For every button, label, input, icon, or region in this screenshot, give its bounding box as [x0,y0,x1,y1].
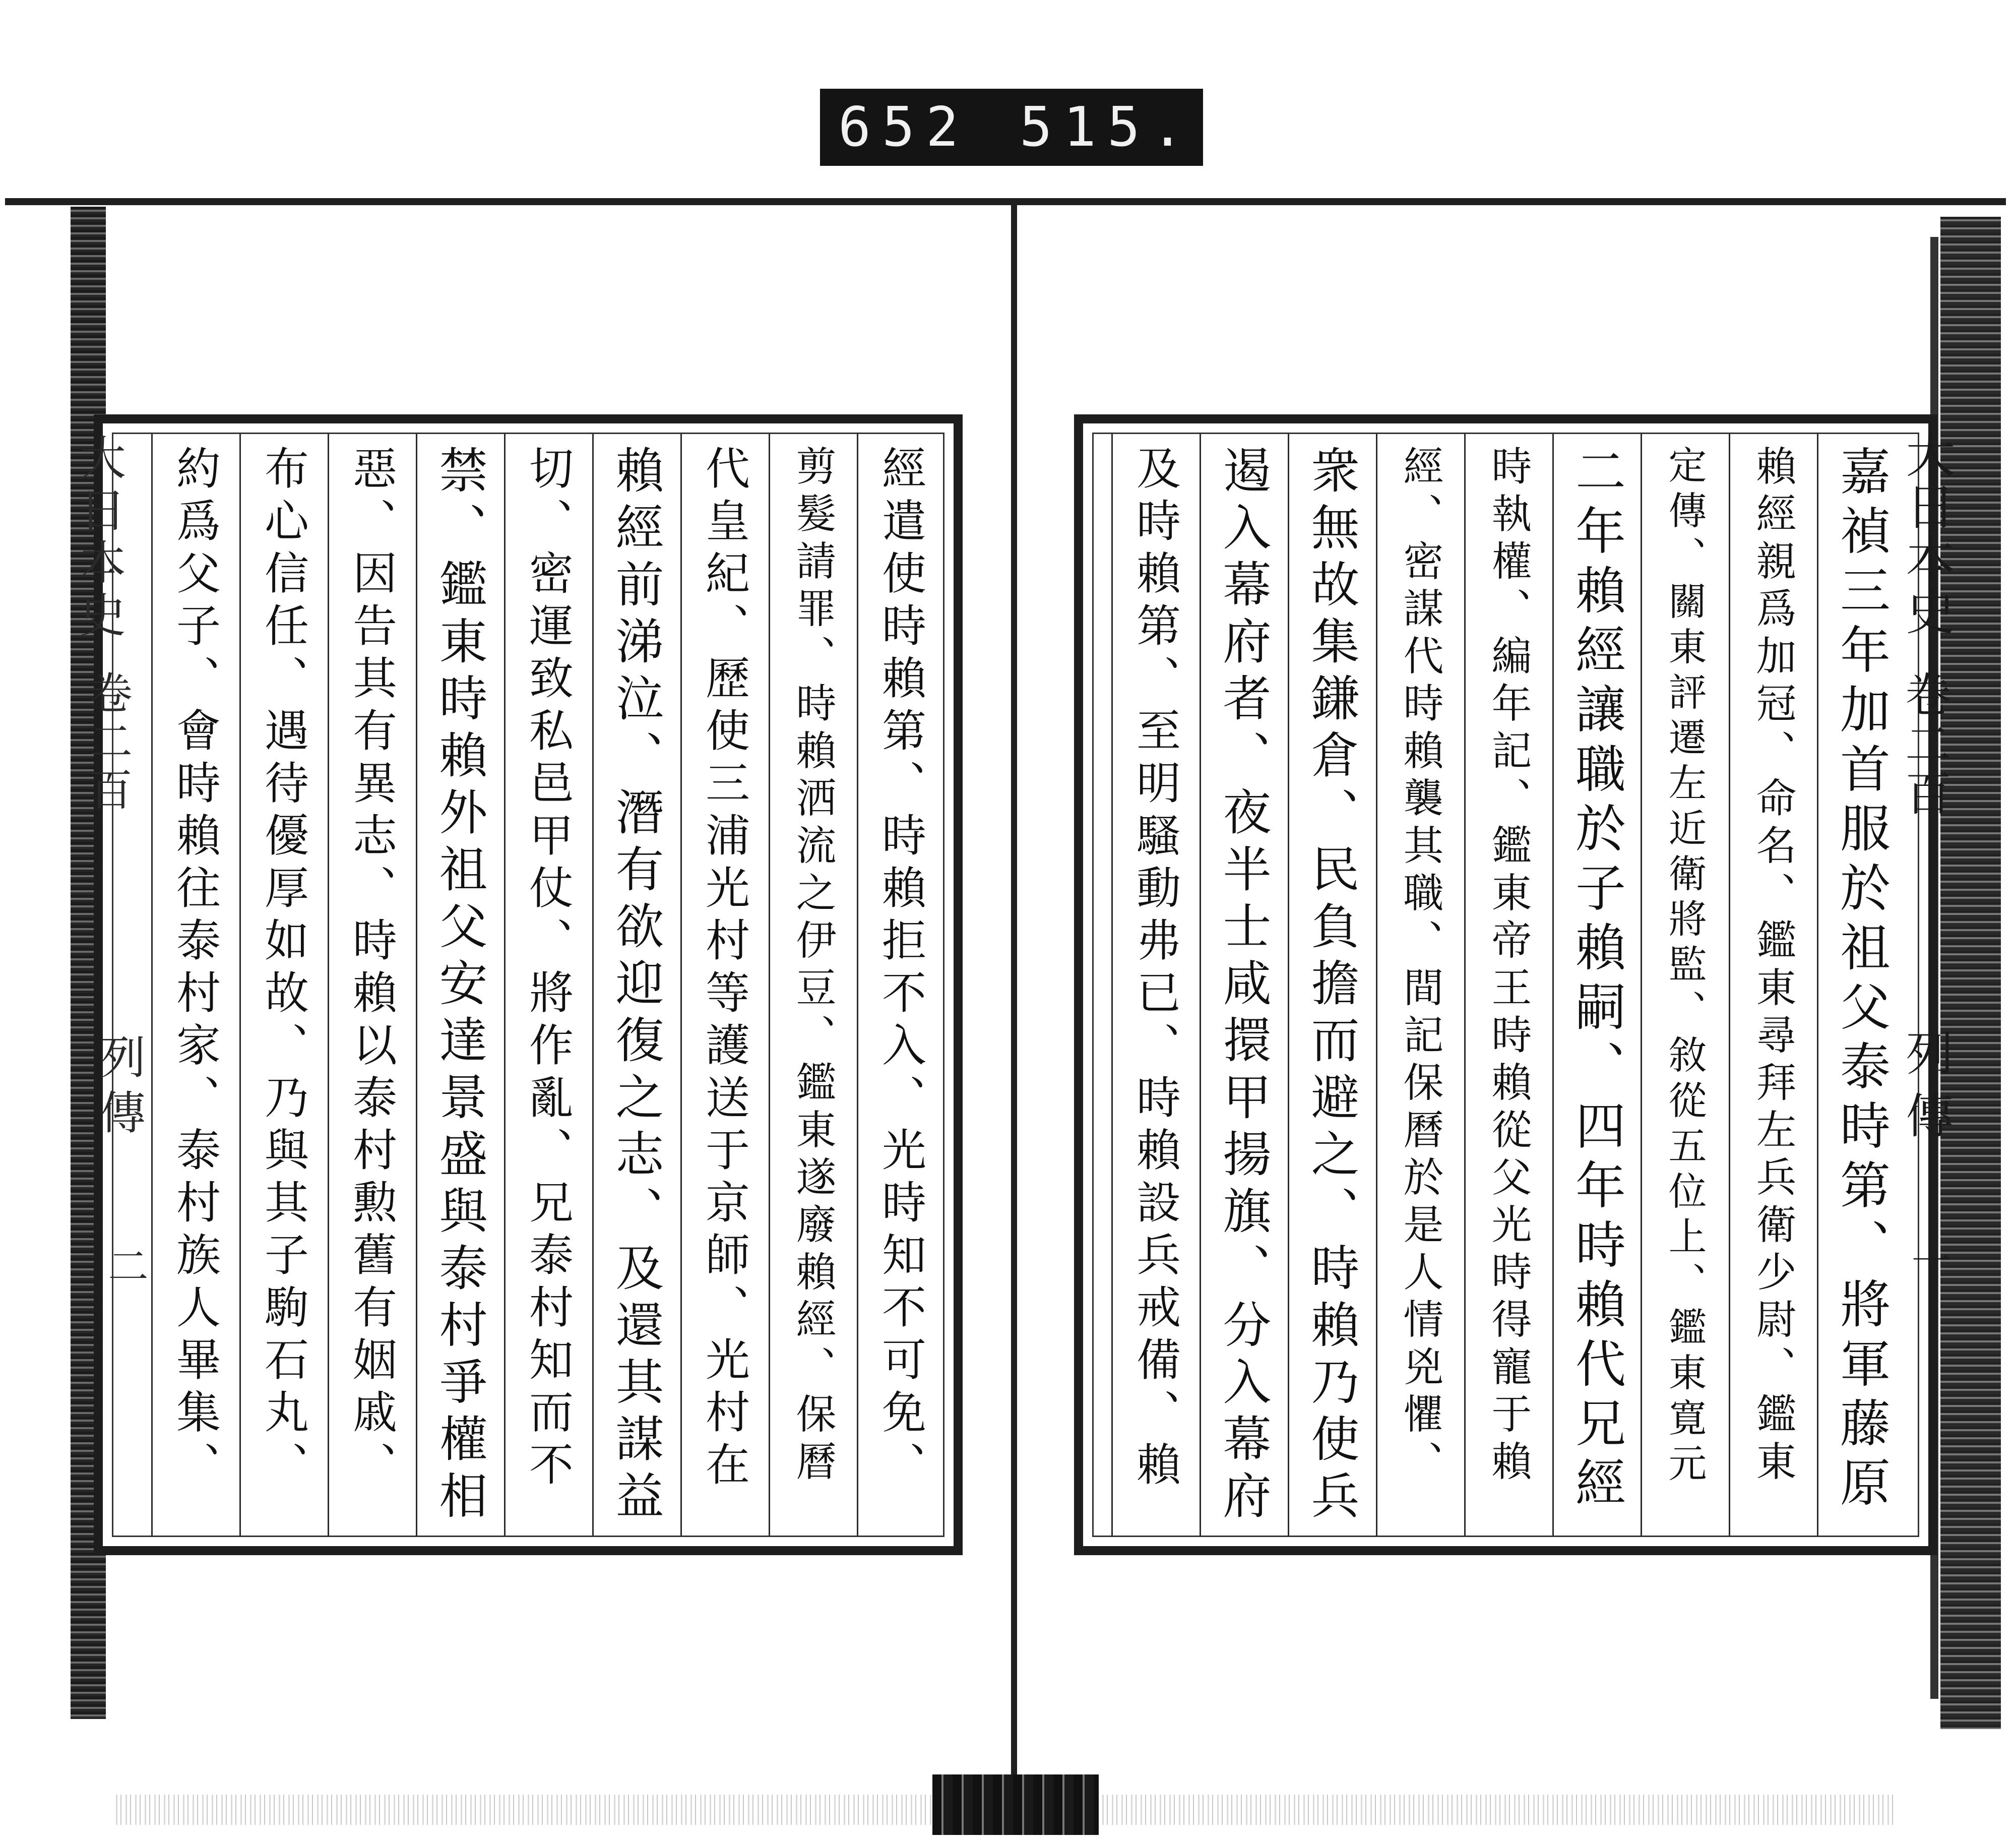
text-column [151,434,239,1536]
column-text: 衆無故集鎌倉、民負擔而避之、時賴乃使兵 [1303,445,1360,1527]
left-page-text-area [112,433,944,1537]
column-text: 布心信任、遇待優厚如故、乃與其子駒石丸、 [258,445,309,1494]
right-page-frame [1074,414,1937,1555]
column-text: 約爲父子、會時賴往泰村家、泰村族人畢集、 [169,445,221,1494]
column-text: 及時賴第、至明騷動弗已、時賴設兵戒備、賴 [1129,445,1181,1494]
left-margin-title: 大日本史 [72,434,126,643]
book-gutter [1011,202,1017,1815]
column-text: 時執權、編年記、鑑東帝王時賴從父光時得寵于賴 [1485,445,1532,1488]
column-text: 禁、鑑東時賴外祖父安達景盛與泰村爭權相 [431,445,488,1527]
column-text: 二年賴經讓職於子賴嗣、四年時賴代兄經 [1567,445,1626,1516]
text-column [769,434,857,1536]
column-text: 嘉禎三年加首服於祖父泰時第、將軍藤原 [1832,445,1891,1516]
column-text: 代皇紀、歷使三浦光村等護送于京師、光村在 [699,445,750,1494]
text-column [1729,434,1817,1536]
left-margin-folio: 二 [101,1245,148,1285]
right-page-text-area [1092,433,1919,1537]
text-column [239,434,328,1536]
archive-number-right: 515. [1019,96,1195,159]
column-text: 切、密運致私邑甲仗、將作亂、兄泰村知而不 [522,445,574,1494]
text-column [1200,434,1288,1536]
text-column [1288,434,1376,1536]
text-column [1111,434,1200,1536]
text-column [857,434,945,1536]
right-margin-title: 大日本史 [1898,428,1955,638]
book-top-edge [5,198,2006,205]
right-margin-folio: 一 [1905,1240,1951,1280]
column-text: 賴經親爲加冠、命名、鑑東尋拜左兵衛少尉、鑑東 [1749,445,1796,1488]
column-text: 剪髮請罪、時賴洒流之伊豆、鑑東遂廢賴經、保曆 [789,445,836,1488]
text-column [592,434,680,1536]
left-margin-section: 列傳 [92,1033,145,1144]
archive-number-left: 652 [838,96,970,159]
text-column [1376,434,1464,1536]
text-column [504,434,592,1536]
text-column [1552,434,1641,1536]
column-text: 遏入幕府者、夜半士咸擐甲揚旗、分入幕府 [1215,445,1272,1527]
right-margin-volume: 卷二百 [1898,670,1951,819]
text-column [1464,434,1552,1536]
text-column [1641,434,1729,1536]
text-column [416,434,504,1536]
column-text: 賴經前涕泣、潛有欲迎復之志、及還其謀益 [608,445,664,1527]
column-text: 經、密謀代時賴襲其職、間記保曆於是人情兇懼、 [1397,445,1443,1488]
text-column [680,434,769,1536]
scan-artifact-bottom [932,1774,1099,1835]
archive-number-tag [820,89,1203,166]
text-column [328,434,416,1536]
column-text: 惡、因告其有異志、時賴以泰村勲舊有姻戚、 [346,445,398,1494]
column-text: 定傳、關東評遷左近衛將監、敘從五位上、鑑東寛元 [1662,445,1707,1489]
right-margin-section: 列傳 [1898,1028,1952,1153]
column-text: 經遣使時賴第、時賴拒不入、光時知不可免、 [875,445,927,1494]
left-page-frame [94,414,963,1555]
left-margin-volume: 卷二百 [82,670,132,816]
